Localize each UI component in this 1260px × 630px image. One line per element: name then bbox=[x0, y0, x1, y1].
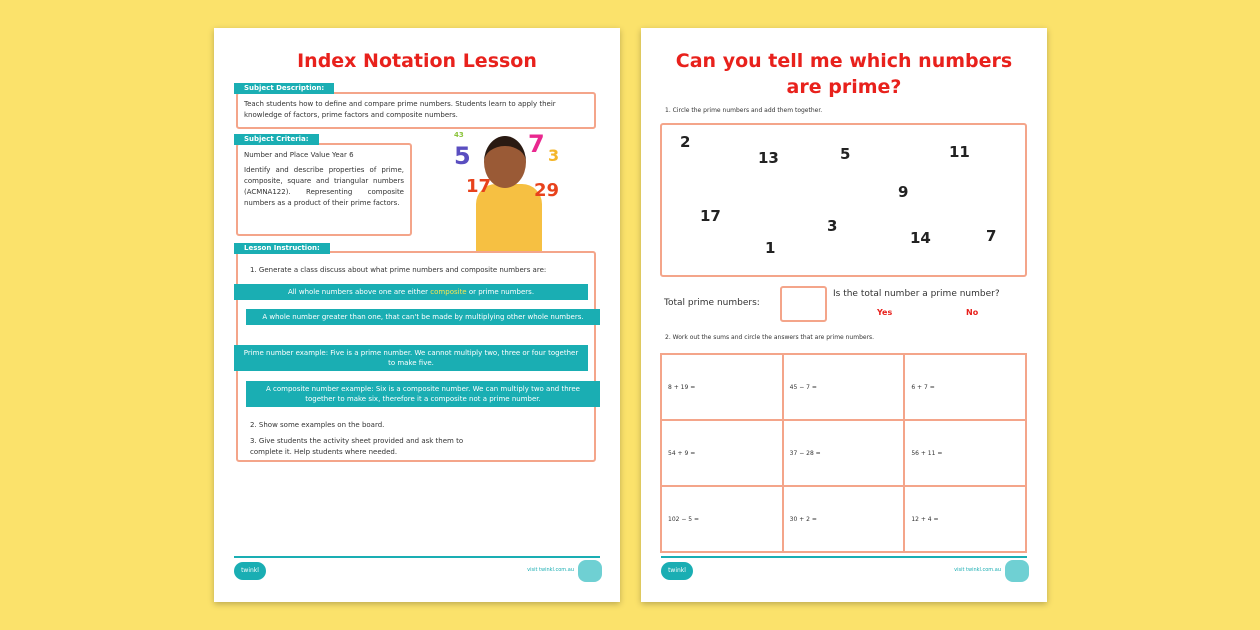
badge-icon bbox=[578, 560, 602, 582]
page-title: Index Notation Lesson bbox=[297, 50, 537, 72]
page-title-line-1: Can you tell me which numbers bbox=[675, 50, 1013, 72]
figure-number: 5 bbox=[454, 142, 471, 170]
sum-cell[interactable]: 56 + 11 = bbox=[904, 420, 1026, 486]
sum-cell[interactable]: 6 + 7 = bbox=[904, 354, 1026, 420]
lesson-instruction-label: Lesson Instruction: bbox=[234, 243, 330, 254]
question-2: 2. Work out the sums and circle the answers that are prime numbers. bbox=[665, 334, 875, 341]
criteria-text: Identify and describe properties of prime, composite, square and triangular numbers (ACMNA122). Representing composite numbers as a product of their prime factors. bbox=[244, 166, 404, 207]
number[interactable]: 14 bbox=[910, 229, 931, 247]
definition-band-1: All whole numbers above one are either composite or prime numbers. bbox=[234, 284, 588, 300]
figure-number: 29 bbox=[534, 180, 560, 201]
prime-example-band: Prime number example: Five is a prime number. We cannot multiply two, three or four together to make five. bbox=[234, 345, 588, 371]
question-1: 1. Circle the prime numbers and add them together. bbox=[665, 107, 823, 114]
instruction-step-1: 1. Generate a class discuss about what prime numbers and composite numbers are: bbox=[250, 266, 547, 274]
footer-url[interactable]: visit twinkl.com.au bbox=[527, 567, 574, 573]
total-input[interactable] bbox=[780, 286, 827, 322]
instruction-step-2: 2. Show some examples on the board. bbox=[250, 421, 385, 429]
footer-divider bbox=[234, 556, 600, 558]
activity-sheet-page bbox=[641, 28, 1047, 602]
number[interactable]: 3 bbox=[827, 217, 838, 235]
twinkl-logo: twinkl bbox=[661, 562, 693, 580]
sums-table bbox=[660, 353, 1027, 553]
subject-description-label: Subject Description: bbox=[234, 83, 334, 94]
subject-criteria-label: Subject Criteria: bbox=[234, 134, 319, 145]
criteria-year: Number and Place Value Year 6 bbox=[244, 151, 354, 159]
figure-number: 17 bbox=[466, 176, 492, 197]
number[interactable]: 13 bbox=[758, 149, 779, 167]
total-label: Total prime numbers: bbox=[664, 298, 760, 308]
sum-cell[interactable]: 30 + 2 = bbox=[783, 486, 905, 552]
yes-option[interactable]: Yes bbox=[877, 308, 893, 317]
number[interactable]: 17 bbox=[700, 207, 721, 225]
subject-criteria-box bbox=[236, 143, 412, 236]
number[interactable]: 1 bbox=[765, 239, 776, 257]
number[interactable]: 7 bbox=[986, 227, 997, 245]
no-option[interactable]: No bbox=[966, 308, 979, 317]
sum-cell[interactable]: 37 − 28 = bbox=[783, 420, 905, 486]
table-row bbox=[661, 420, 1026, 486]
figure-number: 43 bbox=[454, 131, 464, 139]
numbers-box bbox=[660, 123, 1027, 277]
number[interactable]: 5 bbox=[840, 145, 851, 163]
subject-description-box bbox=[236, 92, 596, 129]
sum-cell[interactable]: 45 − 7 = bbox=[783, 354, 905, 420]
figure-number: 7 bbox=[528, 130, 545, 158]
table-row bbox=[661, 354, 1026, 420]
badge-icon bbox=[1005, 560, 1029, 582]
thinking-boy-illustration bbox=[452, 132, 564, 252]
description-text: Teach students how to define and compare prime numbers. Students learn to apply their knowledge of factors, prime factors and composite numbers. bbox=[244, 100, 556, 119]
lesson-plan-page bbox=[214, 28, 620, 602]
twinkl-logo: twinkl bbox=[234, 562, 266, 580]
sum-cell[interactable]: 8 + 19 = bbox=[661, 354, 783, 420]
sum-cell[interactable]: 54 + 9 = bbox=[661, 420, 783, 486]
definition-band-2: A whole number greater than one, that can't be made by multiplying other whole numbers. bbox=[246, 309, 600, 325]
number[interactable]: 9 bbox=[898, 183, 909, 201]
composite-example-band: A composite number example: Six is a composite number. We can multiply two and three together to make six, therefore it a composite not a prime number. bbox=[246, 381, 600, 407]
sum-cell[interactable]: 12 + 4 = bbox=[904, 486, 1026, 552]
sum-cell[interactable]: 102 − 5 = bbox=[661, 486, 783, 552]
number[interactable]: 11 bbox=[949, 143, 970, 161]
table-row bbox=[661, 486, 1026, 552]
page-title-line-2: are prime? bbox=[786, 76, 902, 98]
instruction-step-3: 3. Give students the activity sheet provided and ask them to complete it. Help students where needed. bbox=[250, 437, 464, 456]
footer-url[interactable]: visit twinkl.com.au bbox=[954, 567, 1001, 573]
prime-question: Is the total number a prime number? bbox=[833, 289, 1000, 299]
footer-divider bbox=[661, 556, 1027, 558]
number[interactable]: 2 bbox=[680, 133, 691, 151]
figure-number: 3 bbox=[548, 146, 560, 165]
